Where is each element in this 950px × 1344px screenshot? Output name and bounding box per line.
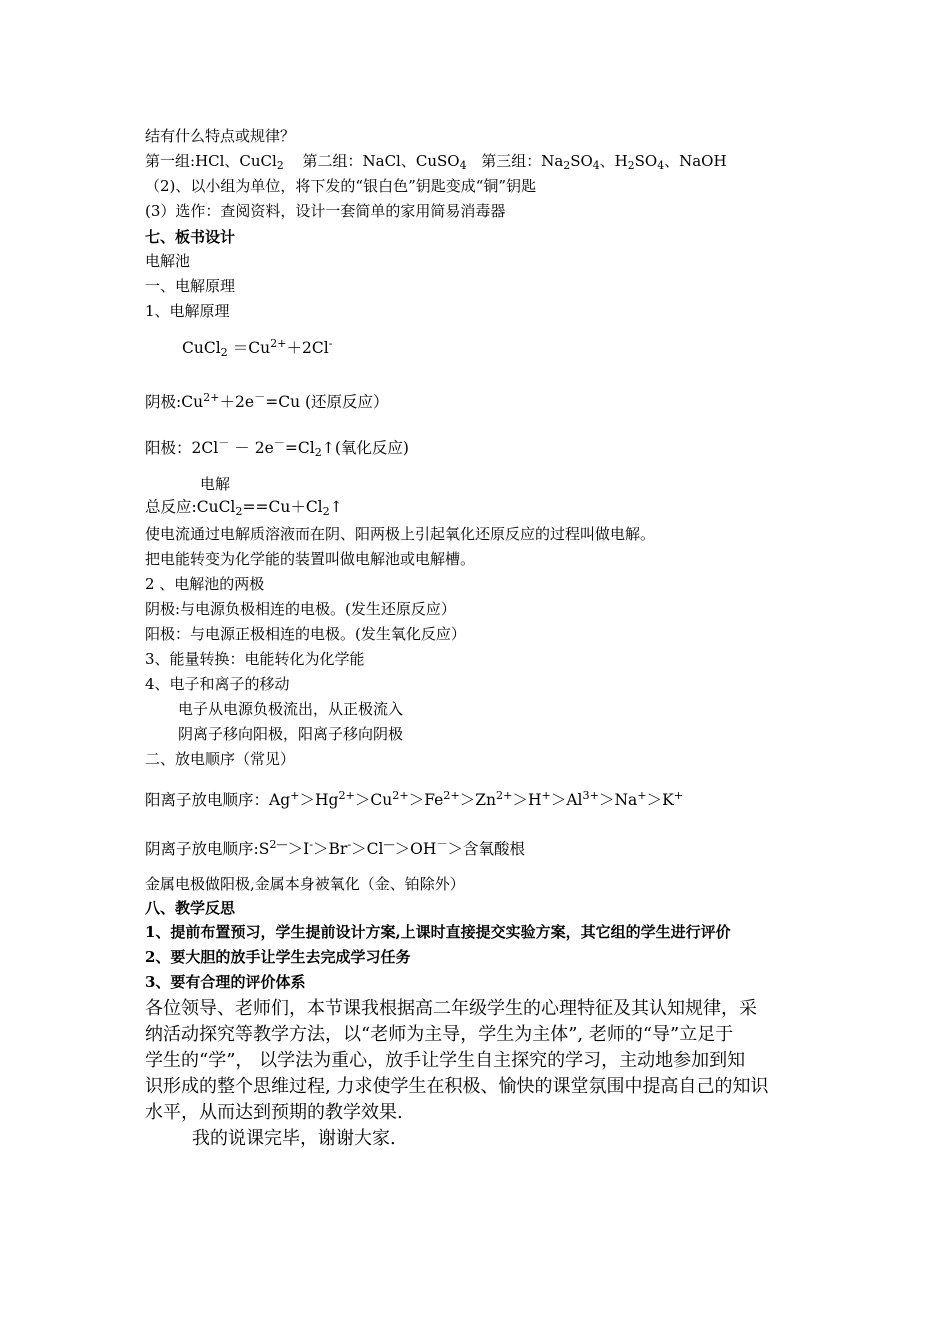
anion-list [258,837,526,858]
subscript: 4 [592,159,600,173]
ion-charge: + [290,788,300,802]
section-heading: 八、教学反思 [145,899,236,917]
paragraph-line: 学生的“学”， 以学法为重心，放手让学生自主探究的学习，主动地参加到知 [145,1050,746,1071]
subscript: 4 [657,159,665,173]
superscript: 2+ [270,336,287,350]
eq-part: ＋2Cl [286,339,329,357]
ion-symbol: ＞Na [598,791,638,809]
paragraph-line: 识形成的整个思维过程, 力求使学生在积极、愉快的课堂氛围中提高自己的知识 [145,1076,769,1097]
text-line: (3）选作：查阅资料，设计一套简单的家用简易消毒器 [145,202,506,220]
reflection-item: 3、要有合理的评价体系 [145,973,306,991]
anion-order [145,839,525,859]
ion-charge: - [309,837,314,851]
ion-symbol: ＞含氧酸根 [447,840,526,858]
eq-part: =Cl [284,439,315,457]
text-line: 阴离子移向阳极，阳离子移向阴极 [178,725,404,743]
cation-order-label: 阳离子放电顺序： [145,791,270,809]
ion-symbol: ＞K [646,791,674,809]
anode-equation [145,438,409,458]
section-heading: 七、板书设计 [145,228,236,246]
subscript: 2 [235,505,243,519]
group1-label: 第一组: [145,152,196,170]
ion-charge: 2— [269,837,288,851]
superscript: － [254,390,266,404]
ion-symbol: ＞Hg [299,791,339,809]
text-line: 金属电极做阳极,金属本身被氧化（金、铂除外） [145,875,465,893]
ion-charge: 2+ [496,788,513,802]
text-line: 结有什么特点或规律？ [145,127,296,145]
eq-part: ＋2e [219,393,255,411]
superscript: 2+ [203,390,220,404]
group-line [145,151,727,171]
closing-line: 我的说课完毕，谢谢大家. [192,1128,396,1149]
text-line: 电解池 [145,252,191,270]
ion-symbol: S [258,840,270,858]
formula-part: SO [570,152,593,170]
eq-part: =Cu (还原反应） [265,393,389,411]
eq-part: 阴极:Cu [145,393,204,411]
eq-part: 总反应:CuCl [145,498,236,516]
ion-charge: － [436,837,448,851]
ionization-equation [182,338,332,358]
subscript: 2 [314,446,322,460]
reflection-item: 2、要大胆的放手让学生去完成学习任务 [145,948,411,966]
ion-symbol: ＞Cl [351,840,384,858]
cation-order [145,790,683,810]
group2-formula: NaCl、CuSO [362,152,460,170]
ion-symbol: ＞Br [313,840,348,858]
eq-part: ↑ [329,498,343,516]
cation-list [269,788,684,809]
text-line: 二、放电顺序（常见） [145,750,296,768]
ion-symbol: Ag [269,791,291,809]
formula-part: Na [541,152,564,170]
superscript: - [328,336,333,350]
text-line: （2)、以小组为单位，将下发的“银白色”钥匙变成“铜”钥匙 [145,177,537,195]
paragraph-line: 纳活动探究等教学方法，以“老师为主导，学生为主体”, 老师的“导”立足于 [145,1024,734,1045]
ion-charge: + [673,788,684,802]
ion-charge: 3+ [582,788,599,802]
paragraph-line: 水平，从而达到预期的教学效果. [145,1102,403,1123]
group2-label: 第二组： [302,152,363,170]
cathode-equation [145,392,389,412]
text-line: 阴极:与电源负极相连的电极。(发生还原反应） [145,600,456,618]
superscript: － [273,436,285,450]
subscript: 2 [627,159,635,173]
text-line: 2 、电解池的两极 [145,575,265,593]
reflection-item: 1、提前布置预习，学生提前设计方案,上课时直接提交实验方案，其它组的学生进行评价 [145,923,731,941]
ion-symbol: ＞Zn [459,791,497,809]
subscript: 2 [563,159,571,173]
ion-charge: + [541,788,551,802]
text-line: 使电流通过电解质溶液而在阴、阳两极上引起氧化还原反应的过程叫做电解。 [145,525,656,543]
eq-part: ＝Cu [227,339,271,357]
ion-charge: 2+ [443,788,460,802]
formula-part: 、NaOH [664,152,727,170]
anion-order-label: 阴离子放电顺序: [145,840,259,858]
eq-part: ==Cu＋Cl [242,498,323,516]
ion-charge: 2+ [338,788,355,802]
ion-charge: - [347,837,352,851]
subscript: 2 [220,346,228,360]
subscript: 2 [322,505,330,519]
eq-part: 阳极：2Cl [145,439,219,457]
ion-symbol: ＞OH [394,840,437,858]
eq-part: ↑(氧化反应) [321,439,409,457]
ion-charge: — [383,837,395,851]
ion-symbol: ＞I [287,840,310,858]
superscript: － [218,436,230,450]
ion-symbol: ＞Fe [408,791,444,809]
total-reaction [145,497,343,517]
subscript: 2 [276,159,284,173]
text-line: 1、电解原理 [145,302,230,320]
text-line: 电子从电源负极流出，从正极流入 [178,700,404,718]
text-line: 3、能量转换：电能转化为化学能 [145,650,365,668]
subscript: 4 [459,159,467,173]
formula-part: 、H [599,152,628,170]
ion-charge: + [637,788,647,802]
text-line: 阳极：与电源正极相连的电极。(发生氧化反应） [145,625,466,643]
text-line: 一、电解原理 [145,277,236,295]
group3-formula [541,152,727,173]
ion-symbol: ＞Cu [354,791,393,809]
eq-part: － 2e [229,439,274,457]
formula-part: SO [634,152,658,170]
paragraph-line: 各位领导、老师们，本节课我根据高二年级学生的心理特征及其认知规律，采 [145,998,757,1019]
eq-part: CuCl [182,339,221,357]
text-line: 把电能转变为化学能的装置叫做电解池或电解槽。 [145,550,476,568]
ion-charge: 2+ [392,788,409,802]
text-line: 4、电子和离子的移动 [145,675,290,693]
ion-symbol: ＞Al [550,791,583,809]
group3-label: 第三组： [481,152,542,170]
ion-symbol: ＞H [512,791,542,809]
electrolysis-condition: 电解 [200,475,231,493]
group1-formula: HCl、CuCl [195,152,277,170]
